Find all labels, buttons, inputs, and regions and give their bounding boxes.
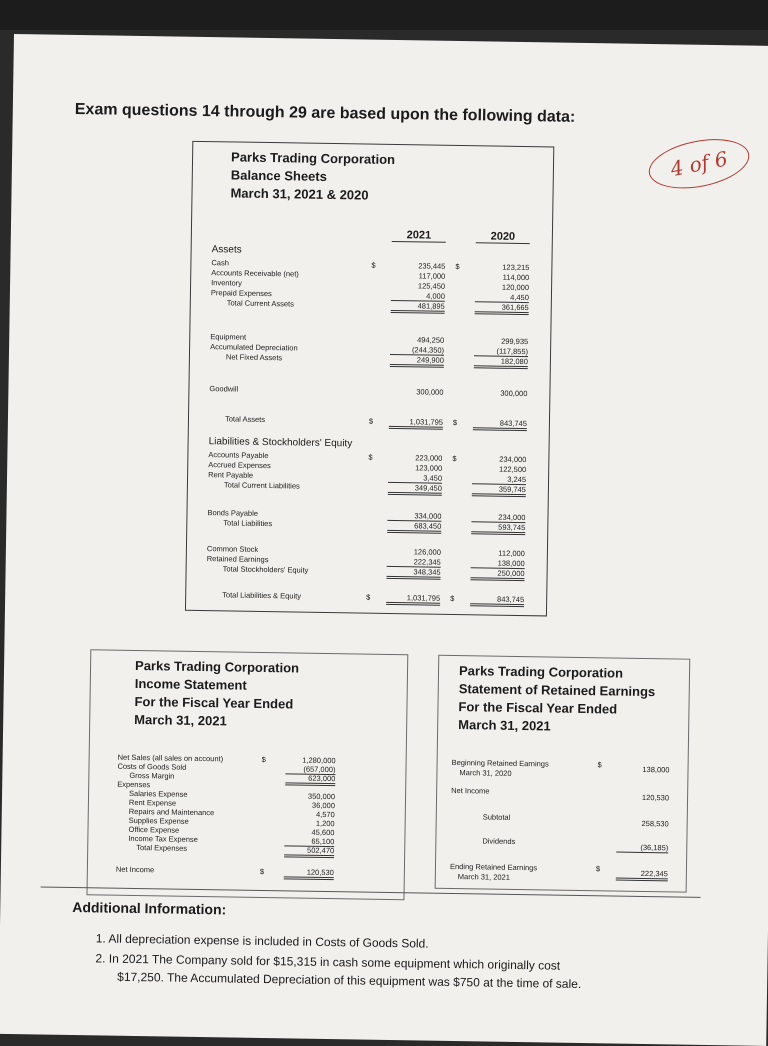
re-currency: $ (597, 760, 602, 770)
bs-liab-value-2021: 3,450 (388, 473, 442, 484)
bs-liab-value-2020: 138,000 (471, 558, 525, 569)
re-row-label: Beginning Retained Earnings (451, 757, 549, 769)
income-row-label: Repairs and Maintenance (128, 806, 215, 818)
re-value: 120,530 (641, 792, 670, 803)
bs-liab-label: Common Stock (206, 544, 259, 554)
exam-page (0, 34, 768, 1046)
income-value: 36,000 (311, 800, 335, 811)
bs-value-2021: 125,450 (417, 281, 446, 291)
bs-liab-label: Total Liabilities (223, 518, 273, 529)
bs-liab-currency-2020: $ (450, 593, 455, 603)
re-value: 258,530 (641, 818, 669, 829)
year-2021-header: 2021 (392, 229, 446, 243)
bs-row-label: Prepaid Expenses (210, 288, 272, 299)
re-row-sublabel: March 31, 2021 (457, 872, 511, 882)
bs-liab-label: Accrued Expenses (208, 460, 271, 471)
bs-currency-2021: $ (371, 260, 376, 270)
re-row-label: Dividends (482, 836, 516, 846)
assets-label: Assets (211, 244, 242, 256)
re-row-label: Ending Retained Earnings (449, 861, 538, 873)
handwritten-page-note: 4 of 6 (645, 131, 754, 196)
re-value: 222,345 (616, 869, 668, 882)
income-date: March 31, 2021 (134, 711, 227, 729)
income-currency: $ (261, 754, 266, 765)
re-currency: $ (595, 864, 601, 874)
income-row-label: Costs of Goods Sold (117, 761, 187, 772)
bs-liab-value-2021: 222,345 (387, 557, 441, 568)
re-value: 138,000 (642, 764, 670, 775)
income-value: 65,100 (284, 836, 334, 847)
income-row-label: Gross Margin (129, 770, 175, 781)
bs-liab-value-2021: 123,000 (415, 463, 443, 473)
bs-liab-value-2020: 112,000 (498, 548, 525, 559)
income-value: 350,000 (307, 791, 336, 802)
page-heading: Exam questions 14 through 29 are based upon the following data: (74, 100, 576, 126)
income-period: For the Fiscal Year Ended (134, 693, 294, 712)
bs-liab-value-2021: 348,345 (386, 567, 440, 580)
bs-liab-label: Total Current Liabilities (223, 480, 300, 491)
income-statement-box (86, 649, 408, 900)
income-title: Income Statement (134, 675, 247, 693)
bs-liab-label: Retained Earnings (206, 554, 269, 565)
bs-value-2021: 1,031,795 (389, 417, 443, 430)
bs-row-label: Cash (211, 258, 230, 268)
bs-row-label: Goodwill (209, 384, 239, 394)
re-title: Statement of Retained Earnings (458, 681, 656, 700)
bs-value-2021: 300,000 (416, 387, 444, 397)
income-row-label: Expenses (117, 779, 151, 790)
bs-liab-label: Total Stockholders' Equity (222, 564, 309, 575)
bs-liab-value-2020: 3,245 (472, 474, 526, 485)
income-row-label: Net Sales (all sales on account) (117, 752, 224, 764)
income-row-label: Income Tax Expense (128, 833, 198, 844)
re-value: (36,185) (616, 843, 668, 854)
bs-value-2020: 299,935 (501, 336, 529, 347)
bs-value-2020: 300,000 (500, 388, 528, 399)
bs-row-label: Accounts Receivable (net) (211, 268, 299, 279)
bs-liab-currency-2021: $ (368, 452, 373, 462)
income-value: 623,000 (285, 773, 335, 786)
bs-value-2021: 494,250 (417, 335, 445, 345)
bs-value-2021: 117,000 (418, 271, 446, 281)
bs-liab-value-2021: 223,000 (415, 453, 443, 463)
income-value: 45,600 (311, 827, 335, 838)
bs-value-2020: 843,745 (473, 418, 527, 431)
additional-item-2: 2. In 2021 The Company sold for $15,315 in cash some equipment which originally cost (95, 951, 561, 973)
bs-liab-label: Rent Payable (208, 470, 254, 480)
bs-liab-value-2020: 122,500 (499, 464, 527, 475)
bs-liab-value-2021: 349,450 (388, 483, 442, 496)
bs-row-label: Total Assets (224, 414, 266, 424)
bs-value-2020: 182,080 (474, 356, 528, 369)
bs-value-2021: 481,895 (391, 301, 445, 314)
income-row-label: Office Expense (128, 824, 180, 835)
bs-liab-label: Total Liabilities & Equity (222, 590, 302, 601)
year-2020-header: 2020 (476, 230, 530, 244)
bs-liab-label: Accounts Payable (208, 450, 269, 461)
re-company: Parks Trading Corporation (458, 663, 624, 681)
income-row-label: Supplies Expense (128, 815, 189, 826)
additional-info-title: Additional Information: (72, 899, 227, 918)
bs-liab-value-2020: 359,745 (472, 484, 526, 497)
income-value: (657,000) (285, 764, 335, 775)
income-row-label: Rent Expense (128, 797, 177, 808)
income-row-label: Net Income (115, 864, 155, 875)
top-background (0, 0, 768, 30)
income-value: 120,530 (284, 867, 334, 880)
bs-value-2020: 361,665 (475, 302, 529, 315)
income-value: 502,470 (284, 845, 334, 858)
income-value: 1,280,000 (302, 755, 336, 766)
bs-value-2020: 120,000 (501, 282, 530, 293)
bs-liab-value-2020: 593,745 (471, 522, 525, 535)
bs-value-2020: (117,855) (474, 346, 528, 357)
bs-value-2021: (244,350) (390, 345, 444, 356)
bs-liab-value-2021: 126,000 (413, 547, 441, 557)
bs-currency-2020: $ (455, 261, 460, 272)
re-period: For the Fiscal Year Ended (458, 699, 618, 717)
income-currency: $ (259, 866, 265, 877)
bs-row-label: Inventory (211, 278, 243, 288)
bs-liab-value-2020: 843,745 (470, 594, 524, 607)
bs-liab-currency-2020: $ (452, 453, 457, 464)
bs-value-2020: 123,215 (502, 262, 530, 273)
bs-row-label: Net Fixed Assets (225, 352, 283, 363)
income-row-label: Total Expenses (136, 843, 188, 853)
income-value: 4,570 (315, 809, 335, 820)
additional-item-2-cont: $17,250. The Accumulated Depreciation of this equipment was $750 at the time of sale. (117, 969, 582, 992)
bs-liab-value-2021: 334,000 (387, 511, 441, 522)
additional-item-1: 1. All depreciation expense is included in Costs of Goods Sold. (95, 931, 429, 951)
bs-liab-value-2021: 683,450 (387, 521, 441, 534)
bs-value-2021: 4,000 (391, 291, 445, 302)
liabilities-label: Liabilities & Stockholders' Equity (208, 436, 353, 450)
retained-earnings-box (435, 655, 691, 893)
bs-row-label: Total Current Assets (226, 298, 294, 309)
bs-liab-currency-2021: $ (366, 592, 371, 602)
income-value: 1,200 (315, 818, 335, 829)
balance-sheet-date: March 31, 2021 & 2020 (230, 185, 369, 203)
balance-sheet-box (185, 141, 554, 617)
bs-row-label: Accumulated Depreciation (210, 342, 298, 353)
bs-liab-value-2020: 234,000 (471, 512, 525, 523)
bs-liab-value-2020: 234,000 (499, 454, 527, 465)
income-company: Parks Trading Corporation (134, 657, 300, 676)
re-row-label: Net Income (451, 785, 490, 796)
bs-value-2020: 114,000 (502, 272, 530, 283)
bs-currency-2021: $ (368, 416, 374, 426)
bs-value-2021: 249,900 (390, 355, 444, 368)
bs-liab-value-2020: 250,000 (470, 568, 524, 581)
bs-liab-label: Bonds Payable (207, 508, 259, 518)
re-date: March 31, 2021 (458, 717, 551, 734)
bs-row-label: Equipment (210, 332, 247, 342)
income-row-label: Salaries Expense (129, 788, 188, 799)
re-row-label: Subtotal (482, 812, 511, 822)
balance-sheet-title: Balance Sheets (230, 167, 328, 184)
bs-value-2021: 235,445 (418, 261, 446, 271)
balance-sheet-company: Parks Trading Corporation (230, 149, 396, 167)
bs-liab-value-2021: 1,031,795 (386, 593, 440, 606)
bs-currency-2020: $ (452, 417, 458, 428)
re-row-sublabel: March 31, 2020 (459, 768, 512, 778)
bs-value-2020: 4,450 (475, 292, 529, 303)
